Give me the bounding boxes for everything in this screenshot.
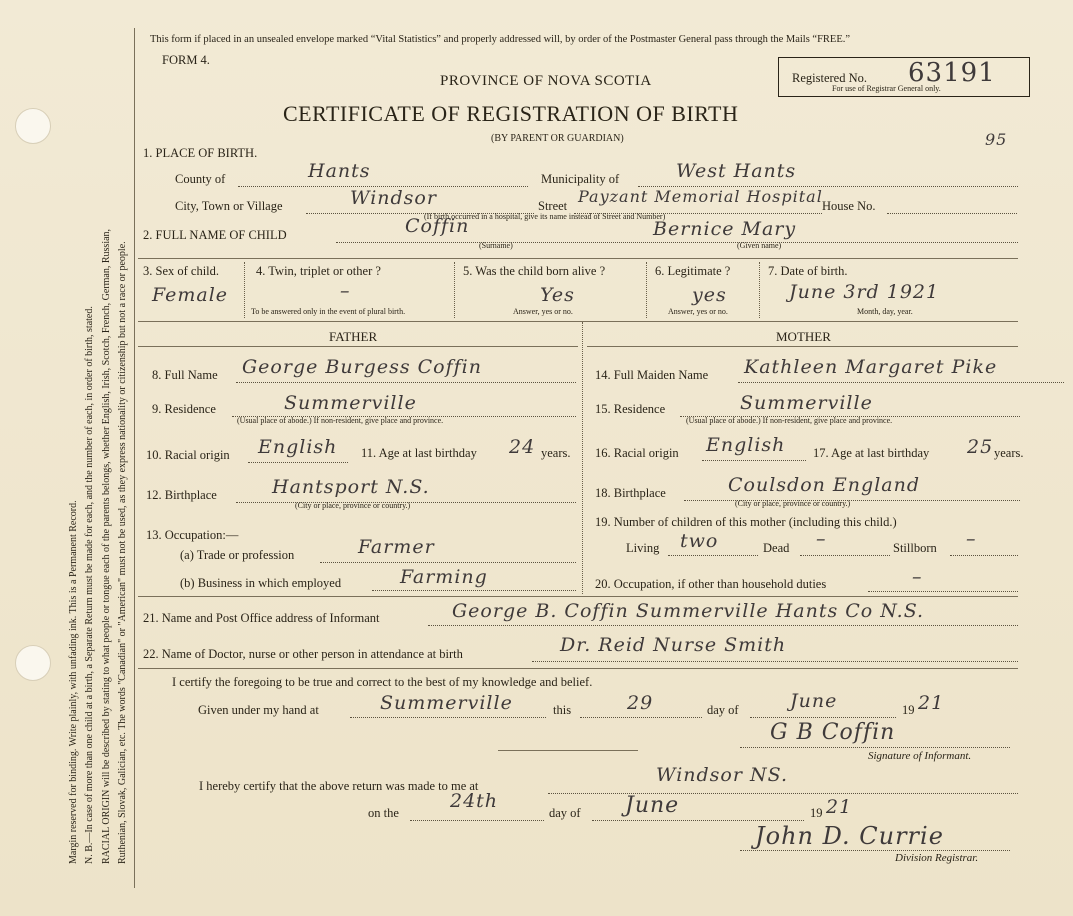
margin-note: Margin reserved for binding. Write plainly, with unfading ink. This is a Permanent Record. — [68, 500, 79, 864]
registered-label: Registered No. — [792, 71, 867, 85]
place-of-birth-label: 1. PLACE OF BIRTH. — [143, 146, 258, 160]
this-label: this — [553, 703, 572, 717]
mother-race-line — [702, 460, 806, 461]
stillborn-line — [950, 555, 1018, 556]
trade-line — [320, 562, 576, 563]
binding-hole — [15, 108, 51, 144]
doctor-value: Dr. Reid Nurse Smith — [560, 634, 787, 656]
mother-residence-value: Summerville — [740, 392, 873, 414]
trade-value: Farmer — [358, 536, 435, 558]
binding-hole — [15, 645, 51, 681]
county-value: Hants — [308, 160, 371, 182]
father-heading: FATHER — [329, 329, 378, 344]
informant-label: 21. Name and Post Office address of Informant — [143, 611, 380, 625]
divider — [138, 258, 1018, 259]
father-race-label: 10. Racial origin — [146, 448, 230, 462]
mother-birthplace-label: 18. Birthplace — [595, 486, 666, 500]
father-name-value: George Burgess Coffin — [242, 356, 482, 378]
mother-name-value: Kathleen Margaret Pike — [744, 356, 998, 378]
province-heading: PROVINCE OF NOVA SCOTIA — [440, 73, 652, 89]
business-line — [372, 590, 576, 591]
informant-signature: G B Coffin — [770, 720, 896, 745]
certify-statement: I certify the foregoing to be true and correct to the best of my knowledge and belief. — [172, 675, 593, 689]
registrar-day-of-label: day of — [549, 806, 581, 820]
dead-line — [800, 555, 890, 556]
given-day-value: 29 — [627, 692, 654, 714]
birth-date-label: 7. Date of birth. — [768, 264, 848, 278]
given-day-line — [580, 717, 702, 718]
legitimate-label: 6. Legitimate ? — [655, 264, 731, 278]
registered-number: 63191 — [908, 58, 996, 88]
mother-name-label: 14. Full Maiden Name — [595, 368, 709, 382]
divider — [138, 596, 1018, 597]
twin-note: To be answered only in the event of plural birth. — [251, 307, 406, 316]
column-divider — [646, 262, 648, 318]
mother-race-value: English — [706, 434, 786, 456]
divider — [138, 321, 1018, 322]
legitimate-value: yes — [692, 284, 727, 306]
father-birthplace-value: Hantsport N.S. — [272, 476, 430, 498]
stillborn-label: Stillborn — [893, 541, 937, 555]
trade-label: (a) Trade or profession — [180, 548, 295, 562]
given-label: Given under my hand at — [198, 703, 319, 717]
given-place-value: Summerville — [380, 692, 513, 714]
mother-birthplace-value: Coulsdon England — [728, 474, 920, 496]
birth-date-note: Month, day, year. — [857, 307, 913, 316]
doctor-line — [532, 661, 1018, 662]
doctor-label: 22. Name of Doctor, nurse or other person in attendance at birth — [143, 647, 463, 661]
municipality-value: West Hants — [676, 160, 797, 182]
registrar-signature: John D. Currie — [755, 822, 944, 850]
living-label: Living — [626, 541, 660, 555]
father-age-label: 11. Age at last birthday — [361, 446, 477, 460]
given-year-value: 21 — [918, 692, 945, 714]
informant-signature-line — [740, 747, 1010, 748]
column-divider — [582, 322, 584, 594]
registrar-place-line — [548, 793, 1018, 794]
day-of-label: day of — [707, 703, 739, 717]
divider — [138, 346, 578, 347]
informant-value: George B. Coffin Summerville Hants Co N.S. — [452, 600, 925, 622]
mailing-notice: This form if placed in an unsealed envelope marked “Vital Statistics” and properly addressed will, by order of the Postmaster General pass through the Mails “FREE.” — [150, 34, 851, 45]
on-the-label: on the — [368, 806, 399, 820]
given-name-label: (Given name) — [737, 241, 782, 250]
father-birthplace-label: 12. Birthplace — [146, 488, 217, 502]
registrar-day-value: 24th — [450, 790, 499, 812]
twin-value: – — [340, 280, 351, 302]
divider — [138, 668, 1018, 669]
column-divider — [454, 262, 456, 318]
informant-signature-label: Signature of Informant. — [868, 750, 972, 762]
legitimate-note: Answer, yes or no. — [668, 307, 728, 316]
child-surname: Coffin — [405, 215, 470, 237]
certificate-title: CERTIFICATE OF REGISTRATION OF BIRTH — [283, 101, 739, 126]
divider — [587, 346, 1018, 347]
column-divider — [759, 262, 761, 318]
sex-value: Female — [152, 284, 229, 306]
mother-age-value: 25 — [967, 436, 994, 458]
mother-years: years. — [994, 446, 1024, 460]
column-divider — [244, 262, 246, 318]
registrar-month-value: June — [625, 793, 680, 818]
registrar-note: For use of Registrar General only. — [832, 84, 941, 93]
given-place-line — [350, 717, 546, 718]
father-birthplace-note: (City or place, province or country.) — [295, 501, 411, 510]
alive-label: 5. Was the child born alive ? — [463, 264, 606, 278]
children-count-label: 19. Number of children of this mother (including this child.) — [595, 515, 897, 529]
street-label: Street — [538, 199, 568, 213]
mother-residence-note: (Usual place of abode.) If non-resident, give place and province. — [686, 416, 893, 425]
registrar-year-prefix: 19 — [810, 806, 823, 820]
county-label: County of — [175, 172, 226, 186]
house-number-label: House No. — [822, 199, 876, 213]
father-race-value: English — [258, 436, 338, 458]
mother-age-label: 17. Age at last birthday — [813, 446, 930, 460]
registrar-month-line — [592, 820, 804, 821]
margin-note: Ruthenian, Slovak, Galician, etc. The words "Canadian" or "American" must not be used, as they express nationality or citizenship but not a race or people. — [117, 241, 128, 864]
municipality-label: Municipality of — [541, 172, 620, 186]
dead-value: – — [816, 528, 827, 550]
mother-occupation-label: 20. Occupation, if other than household duties — [595, 577, 827, 591]
father-race-line — [248, 462, 348, 463]
given-month-value: June — [790, 690, 838, 712]
registrar-signature-line — [740, 850, 1010, 851]
birth-date-value: June 3rd 1921 — [789, 281, 940, 303]
mother-birthplace-note: (City or place, province or country.) — [735, 499, 851, 508]
father-residence-note: (Usual place of abode.) If non-resident, give place and province. — [237, 416, 444, 425]
mother-residence-label: 15. Residence — [595, 402, 666, 416]
child-name-line — [336, 242, 1018, 243]
given-year-prefix: 19 — [902, 703, 915, 717]
hospital-note: (If birth occurred in a hospital, give its name instead of Street and Number) — [424, 212, 666, 221]
form-number: FORM 4. — [162, 53, 210, 67]
alive-value: Yes — [540, 284, 575, 306]
registrar-day-line — [410, 820, 544, 821]
city-value: Windsor — [350, 187, 437, 209]
informant-line — [428, 625, 1018, 626]
mother-race-label: 16. Racial origin — [595, 446, 679, 460]
twin-label: 4. Twin, triplet or other ? — [256, 264, 381, 278]
corner-mark: 95 — [985, 130, 1008, 149]
business-value: Farming — [400, 566, 488, 588]
father-name-line — [236, 382, 576, 383]
living-line — [668, 555, 758, 556]
city-label: City, Town or Village — [175, 199, 283, 213]
father-name-label: 8. Full Name — [152, 368, 218, 382]
margin-border — [134, 28, 135, 888]
occupation-label: 13. Occupation:— — [146, 528, 239, 542]
registrar-place-value: Windsor NS. — [656, 764, 788, 786]
house-number-line — [887, 213, 1017, 214]
father-age-value: 24 — [509, 436, 536, 458]
surname-label: (Surname) — [479, 241, 513, 250]
mother-occupation-value: – — [912, 566, 923, 588]
mother-occupation-line — [868, 591, 1018, 592]
margin-note: RACIAL ORIGIN will be described by stating to what people or tongue each of the parents belongs, whether English, Irish, Scotch, French, German, Russian, — [101, 228, 112, 864]
sex-label: 3. Sex of child. — [143, 264, 220, 278]
mother-heading: MOTHER — [776, 329, 831, 344]
mother-name-line — [738, 382, 1064, 383]
stillborn-value: – — [966, 528, 977, 550]
father-residence-label: 9. Residence — [152, 402, 216, 416]
registrar-signature-label: Division Registrar. — [895, 852, 979, 864]
margin-note: N. B.—In case of more than one child at a birth, a Separate Return must be made for each, and the number of each, in order of birth, stated. — [84, 306, 95, 864]
father-years: years. — [541, 446, 571, 460]
street-value: Payzant Memorial Hospital — [578, 187, 823, 206]
registrar-year-value: 21 — [826, 796, 853, 818]
separator-line — [498, 750, 638, 751]
given-month-line — [750, 717, 896, 718]
business-label: (b) Business in which employed — [180, 576, 342, 590]
living-value: two — [680, 530, 719, 552]
child-given-name: Bernice Mary — [653, 218, 797, 240]
dead-label: Dead — [763, 541, 790, 555]
certificate-subtitle: (BY PARENT OR GUARDIAN) — [491, 133, 624, 144]
alive-note: Answer, yes or no. — [513, 307, 573, 316]
registrar-statement: I hereby certify that the above return was made to me at — [199, 779, 479, 793]
child-name-label: 2. FULL NAME OF CHILD — [143, 228, 287, 242]
father-residence-value: Summerville — [284, 392, 417, 414]
